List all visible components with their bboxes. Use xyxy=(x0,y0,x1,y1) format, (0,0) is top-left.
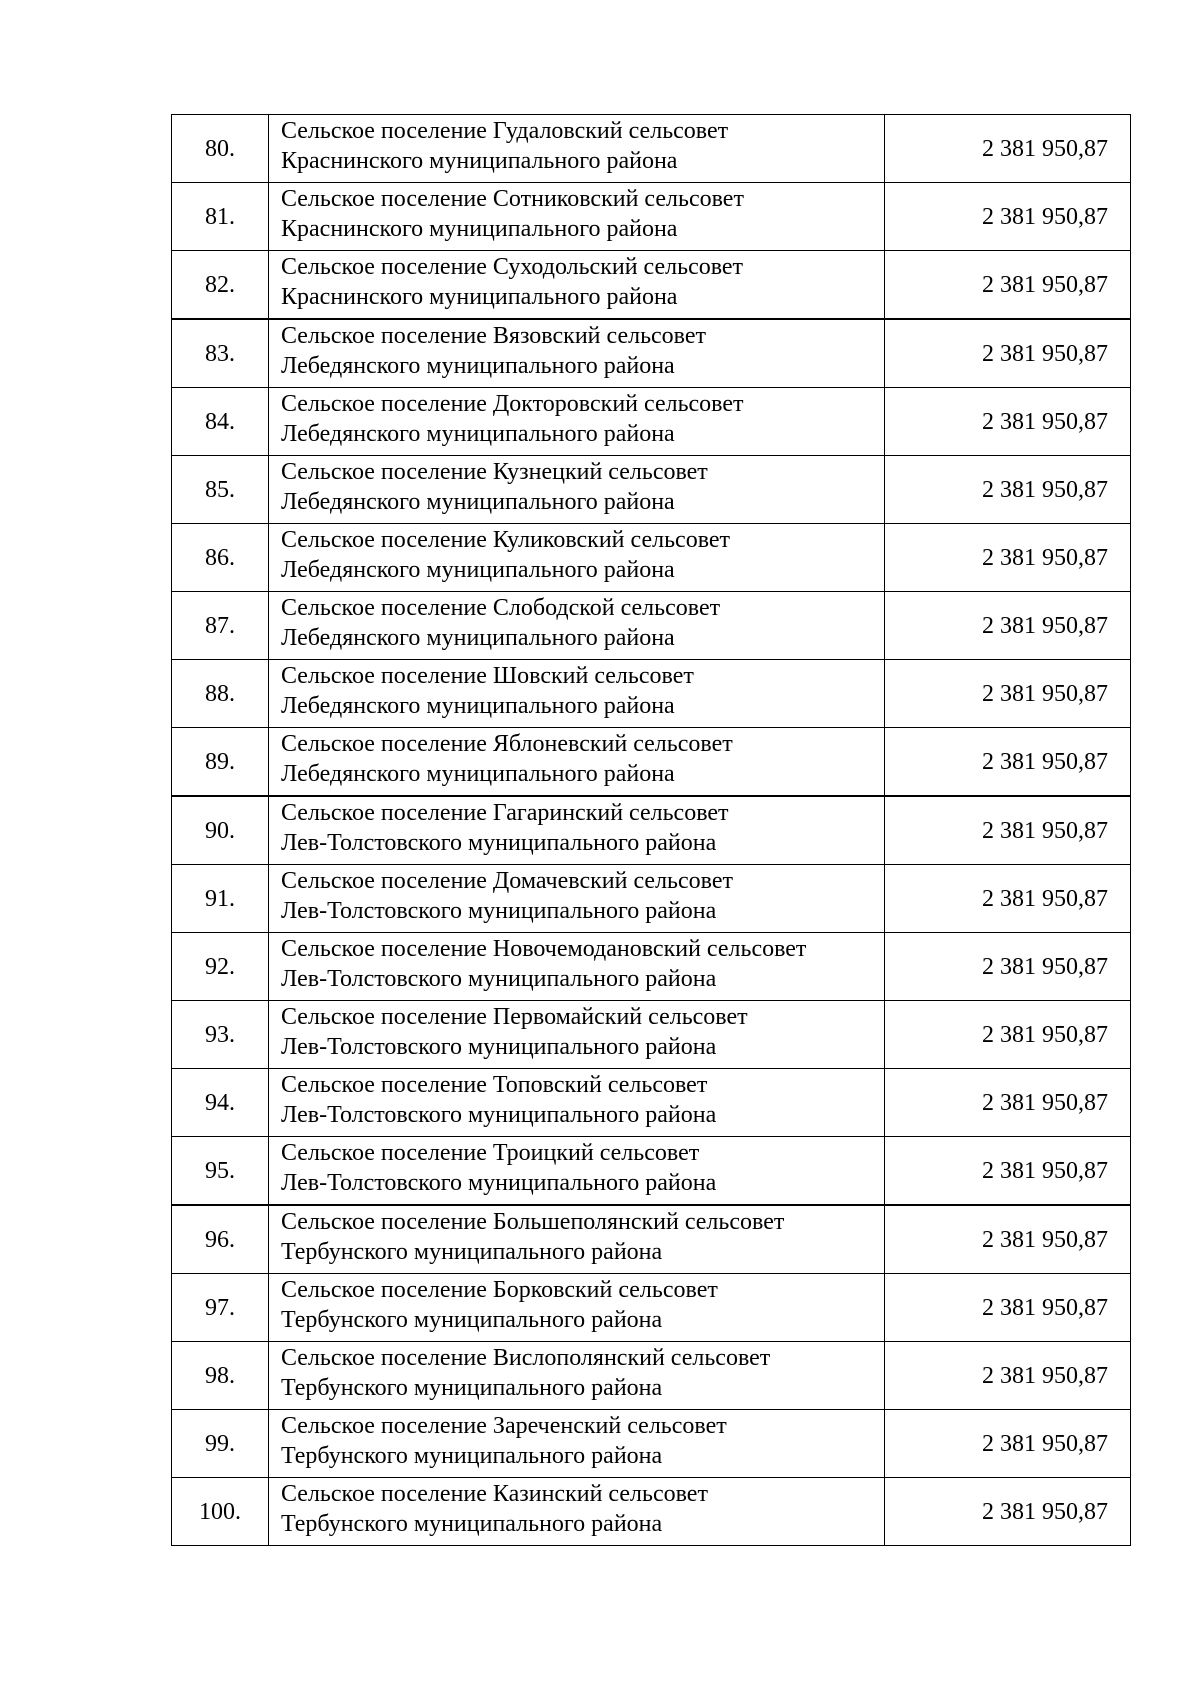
settlement-name xyxy=(269,796,885,865)
settlement-name xyxy=(269,1205,885,1274)
amount: 2 381 950,87 xyxy=(885,865,1131,933)
settlement-name xyxy=(269,1342,885,1410)
amount: 2 381 950,87 xyxy=(885,456,1131,524)
district-name-line: Лебедянского муниципального района xyxy=(281,489,675,515)
district-name-line: Лев-Толстовского муниципального района xyxy=(281,966,717,992)
settlement-name xyxy=(269,592,885,660)
table-row xyxy=(172,1478,1131,1546)
district-name-line: Тербунского муниципального района xyxy=(281,1375,663,1401)
table-row xyxy=(172,1137,1131,1206)
settlement-name xyxy=(269,456,885,524)
settlement-name-line: Сельское поселение Гудаловский сельсовет xyxy=(281,118,729,144)
settlement-name-line: Сельское поселение Зареченский сельсовет xyxy=(281,1413,727,1439)
settlement-name xyxy=(269,660,885,728)
amount: 2 381 950,87 xyxy=(885,251,1131,320)
settlements-table xyxy=(171,114,1131,1546)
amount: 2 381 950,87 xyxy=(885,1274,1131,1342)
settlement-name-line: Сельское поселение Слободской сельсовет xyxy=(281,595,721,621)
row-number: 93. xyxy=(172,1001,269,1069)
amount: 2 381 950,87 xyxy=(885,115,1131,183)
district-name-line: Лебедянского муниципального района xyxy=(281,625,675,651)
amount: 2 381 950,87 xyxy=(885,183,1131,251)
district-name-line: Краснинского муниципального района xyxy=(281,216,678,242)
district-name-line: Лебедянского муниципального района xyxy=(281,557,675,583)
settlement-name-line: Сельское поселение Куликовский сельсовет xyxy=(281,527,731,553)
table-row xyxy=(172,319,1131,388)
row-number: 88. xyxy=(172,660,269,728)
settlement-name xyxy=(269,183,885,251)
row-number: 99. xyxy=(172,1410,269,1478)
table-row xyxy=(172,183,1131,251)
table-row xyxy=(172,1205,1131,1274)
document-page xyxy=(171,114,1130,1546)
table-row xyxy=(172,933,1131,1001)
row-number: 87. xyxy=(172,592,269,660)
row-number: 81. xyxy=(172,183,269,251)
settlement-name xyxy=(269,1001,885,1069)
amount: 2 381 950,87 xyxy=(885,933,1131,1001)
settlement-name xyxy=(269,1274,885,1342)
table-row xyxy=(172,524,1131,592)
row-number: 98. xyxy=(172,1342,269,1410)
amount: 2 381 950,87 xyxy=(885,524,1131,592)
table-row xyxy=(172,1069,1131,1137)
settlement-name-line: Сельское поселение Кузнецкий сельсовет xyxy=(281,459,708,485)
settlement-name-line: Сельское поселение Гагаринский сельсовет xyxy=(281,800,729,826)
table-row xyxy=(172,1410,1131,1478)
settlement-name-line: Сельское поселение Докторовский сельсовет xyxy=(281,391,744,417)
row-number: 97. xyxy=(172,1274,269,1342)
table-row xyxy=(172,592,1131,660)
row-number: 90. xyxy=(172,796,269,865)
amount: 2 381 950,87 xyxy=(885,660,1131,728)
settlement-name-line: Сельское поселение Сотниковский сельсовет xyxy=(281,186,744,212)
table-row xyxy=(172,660,1131,728)
settlement-name-line: Сельское поселение Большеполянский сельсовет xyxy=(281,1209,785,1235)
settlement-name-line: Сельское поселение Первомайский сельсовет xyxy=(281,1004,748,1030)
row-number: 96. xyxy=(172,1205,269,1274)
district-name-line: Лебедянского муниципального района xyxy=(281,353,675,379)
row-number: 84. xyxy=(172,388,269,456)
amount: 2 381 950,87 xyxy=(885,796,1131,865)
amount: 2 381 950,87 xyxy=(885,319,1131,388)
settlement-name-line: Сельское поселение Вязовский сельсовет xyxy=(281,323,707,349)
settlement-name-line: Сельское поселение Новочемодановский сельсовет xyxy=(281,936,807,962)
row-number: 83. xyxy=(172,319,269,388)
settlement-name-line: Сельское поселение Казинский сельсовет xyxy=(281,1481,708,1507)
table-row xyxy=(172,388,1131,456)
district-name-line: Тербунского муниципального района xyxy=(281,1239,663,1265)
table-row xyxy=(172,456,1131,524)
amount: 2 381 950,87 xyxy=(885,592,1131,660)
settlement-name xyxy=(269,524,885,592)
amount: 2 381 950,87 xyxy=(885,1478,1131,1546)
table-row xyxy=(172,1001,1131,1069)
settlement-name-line: Сельское поселение Суходольский сельсовет xyxy=(281,254,744,280)
district-name-line: Тербунского муниципального района xyxy=(281,1443,663,1469)
table-row xyxy=(172,1342,1131,1410)
amount: 2 381 950,87 xyxy=(885,1342,1131,1410)
district-name-line: Лев-Толстовского муниципального района xyxy=(281,830,717,856)
settlement-name xyxy=(269,1410,885,1478)
settlement-name-line: Сельское поселение Троицкий сельсовет xyxy=(281,1140,700,1166)
amount: 2 381 950,87 xyxy=(885,1069,1131,1137)
settlement-name xyxy=(269,115,885,183)
row-number: 91. xyxy=(172,865,269,933)
table-row xyxy=(172,115,1131,183)
district-name-line: Лебедянского муниципального района xyxy=(281,421,675,447)
district-name-line: Лев-Толстовского муниципального района xyxy=(281,1170,717,1196)
district-name-line: Лебедянского муниципального района xyxy=(281,761,675,787)
district-name-line: Тербунского муниципального района xyxy=(281,1307,663,1333)
table-row xyxy=(172,728,1131,797)
settlement-name-line: Сельское поселение Шовский сельсовет xyxy=(281,663,694,689)
amount: 2 381 950,87 xyxy=(885,388,1131,456)
row-number: 92. xyxy=(172,933,269,1001)
amount: 2 381 950,87 xyxy=(885,1205,1131,1274)
district-name-line: Лев-Толстовского муниципального района xyxy=(281,1102,717,1128)
settlement-name xyxy=(269,933,885,1001)
settlement-name xyxy=(269,1478,885,1546)
settlement-name xyxy=(269,1069,885,1137)
settlement-name xyxy=(269,388,885,456)
row-number: 85. xyxy=(172,456,269,524)
district-name-line: Краснинского муниципального района xyxy=(281,148,678,174)
settlement-name xyxy=(269,319,885,388)
row-number: 95. xyxy=(172,1137,269,1206)
settlement-name-line: Сельское поселение Борковский сельсовет xyxy=(281,1277,718,1303)
row-number: 80. xyxy=(172,115,269,183)
settlement-name-line: Сельское поселение Домачевский сельсовет xyxy=(281,868,733,894)
amount: 2 381 950,87 xyxy=(885,1137,1131,1206)
settlement-name xyxy=(269,1137,885,1206)
district-name-line: Краснинского муниципального района xyxy=(281,284,678,310)
amount: 2 381 950,87 xyxy=(885,1001,1131,1069)
table-row xyxy=(172,865,1131,933)
settlement-name xyxy=(269,728,885,797)
settlement-name xyxy=(269,251,885,320)
settlement-name-line: Сельское поселение Топовский сельсовет xyxy=(281,1072,708,1098)
row-number: 89. xyxy=(172,728,269,797)
row-number: 100. xyxy=(172,1478,269,1546)
row-number: 86. xyxy=(172,524,269,592)
settlement-name-line: Сельское поселение Яблоневский сельсовет xyxy=(281,731,733,757)
settlement-name xyxy=(269,865,885,933)
row-number: 82. xyxy=(172,251,269,320)
district-name-line: Лев-Толстовского муниципального района xyxy=(281,1034,717,1060)
district-name-line: Лев-Толстовского муниципального района xyxy=(281,898,717,924)
row-number: 94. xyxy=(172,1069,269,1137)
amount: 2 381 950,87 xyxy=(885,1410,1131,1478)
table-row xyxy=(172,796,1131,865)
settlement-name-line: Сельское поселение Вислополянский сельсовет xyxy=(281,1345,771,1371)
table-row xyxy=(172,1274,1131,1342)
amount: 2 381 950,87 xyxy=(885,728,1131,797)
table-row xyxy=(172,251,1131,320)
district-name-line: Лебедянского муниципального района xyxy=(281,693,675,719)
district-name-line: Тербунского муниципального района xyxy=(281,1511,663,1537)
